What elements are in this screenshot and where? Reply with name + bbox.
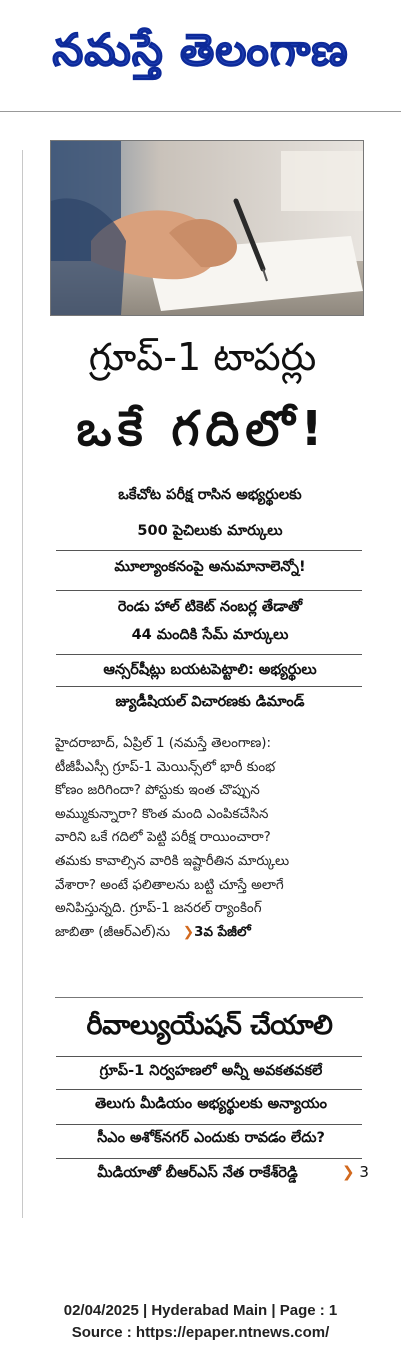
body-line-last	[55, 921, 367, 945]
photo-illustration	[51, 141, 363, 315]
body-line: అమ్ముకున్నారా? కొంత మంది ఎంపికచేసిన	[55, 806, 269, 822]
subheadline: మూల్యాంకనంపై అనుమానాలెన్నో!	[114, 559, 306, 575]
exam-writing-photo	[50, 140, 364, 316]
bullet-divider	[56, 1089, 362, 1090]
body-line: తమకు కావాల్సిన వారికి ఇష్టారీతిన మార్కులు	[55, 853, 290, 869]
masthead	[0, 0, 401, 112]
body-line: వారిని ఒకే గదిలో పెట్టి పరీక్ష రాయించారా?	[55, 830, 271, 846]
jump-arrow-icon: ❯	[182, 924, 195, 940]
subheadline: 44 మందికి సేమ్ మార్కులు	[131, 627, 289, 643]
footer-source-link[interactable]: Source : https://epaper.ntnews.com/	[71, 1324, 330, 1341]
secondary-bullet: సీఎం అశోక్‌నగర్ ఎందుకు రావడం లేదు?	[97, 1130, 325, 1146]
main-headline-line-2: ఒకే గదిలో!	[76, 401, 329, 457]
subheadline-divider	[56, 686, 362, 687]
subheadline-divider	[56, 654, 362, 655]
subheadline-divider	[56, 590, 362, 591]
secondary-bullet: తెలుగు మీడియం అభ్యర్థులకు అన్యాయం	[94, 1096, 327, 1112]
subheadline: జ్యుడీషియల్ విచారణకు డిమాండ్	[115, 694, 305, 710]
subheadline: ఆన్సర్‌షీట్లు బయటపెట్టాలి: అభ్యర్థులు	[103, 662, 317, 678]
section-divider	[55, 997, 363, 998]
article-body	[55, 732, 367, 944]
jump-arrow-icon: ❯	[342, 1163, 355, 1181]
secondary-bullet: మీడియాతో బీఆర్‌ఎస్ నేత రాకేశ్‌రెడ్డి	[97, 1165, 298, 1181]
main-headline-line-1: గ్రూప్-1 టాపర్లు	[88, 335, 317, 379]
subheadline: ఒకేచోట పరీక్ష రాసిన అభ్యర్థులకు	[118, 487, 302, 503]
secondary-headline: రీవాల్యుయేషన్ చేయాలి	[86, 1010, 333, 1041]
body-line: టీజీపీఎస్సీ గ్రూప్-1 మెయిన్స్‌లో భారీ కుంభ	[55, 759, 276, 775]
jump-page-number: 3	[359, 1163, 369, 1181]
bullet-divider	[56, 1158, 362, 1159]
subheadline-divider	[56, 550, 362, 551]
secondary-bullet: గ్రూప్-1 నిర్వహణలో అన్నీ అవకతవకలే	[99, 1063, 323, 1079]
body-line: అనిపిస్తున్నది. గ్రూప్-1 జనరల్ ర్యాంకింగ్	[55, 901, 262, 917]
bullet-divider	[56, 1056, 362, 1057]
newspaper-logo: నమస్తే తెలంగాణ	[52, 25, 349, 76]
body-line-text: జాబితా (జీఆర్‌ఎల్)ను	[55, 924, 171, 940]
masthead-divider	[0, 111, 401, 112]
subheadline: రెండు హాల్ టికెట్ నంబర్ల తేడాతో	[117, 599, 303, 615]
body-line: వేశారా? అంటే ఫలితాలను బట్టి చూస్తే అలాగే	[55, 877, 284, 893]
dateline: హైదరాబాద్, ఏప్రిల్ 1 (నమస్తే తెలంగాణ):	[55, 736, 272, 751]
continued-on-page-link[interactable]: 3వ పేజీలో	[194, 924, 251, 940]
bullet-divider	[56, 1124, 362, 1125]
subheadline: 500 పైచిలుకు మార్కులు	[137, 523, 283, 539]
footer-edition-info: 02/04/2025 | Hyderabad Main | Page : 1	[63, 1302, 338, 1319]
body-line: కోణం జరిగిందా? పోస్టుకు ఇంత చొప్పున	[55, 783, 260, 799]
column-divider	[22, 150, 23, 1218]
secondary-jump[interactable]	[342, 1163, 369, 1181]
